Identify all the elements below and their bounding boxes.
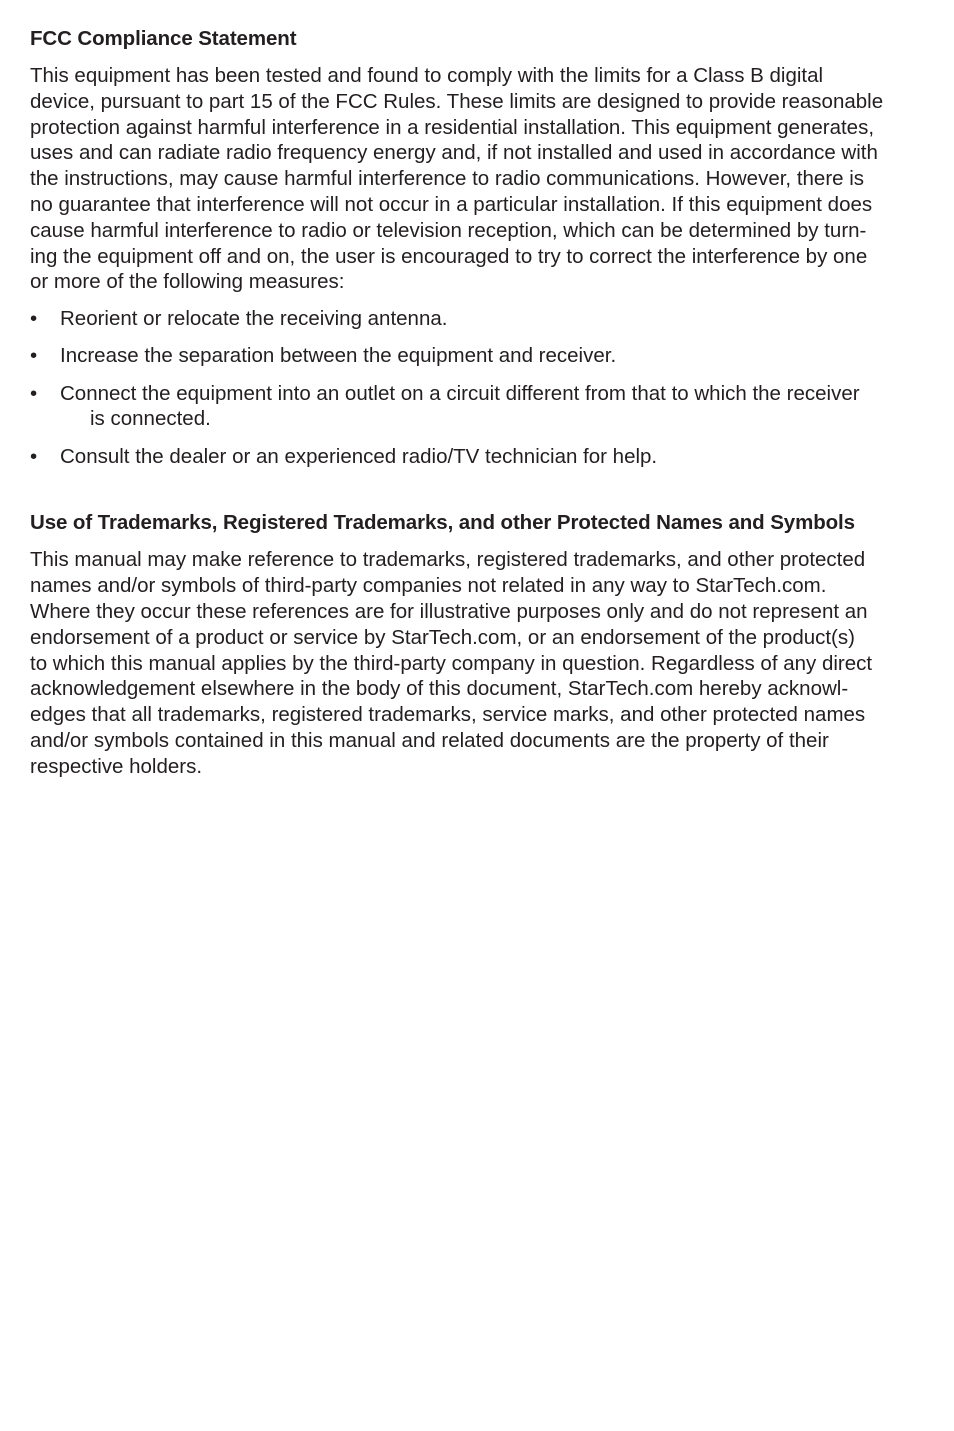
fcc-paragraph-line: ing the equipment off and on, the user is encouraged to try to correct the interference by one <box>30 244 868 268</box>
fcc-paragraph <box>30 63 930 295</box>
fcc-section <box>30 26 930 469</box>
fcc-paragraph-line: This equipment has been tested and found to comply with the limits for a Class B digital <box>30 64 824 87</box>
fcc-paragraph-line: device, pursuant to part 15 of the FCC Rules. These limits are designed to provide reasonable <box>30 89 884 113</box>
list-item <box>30 306 930 332</box>
trademarks-paragraph-line: This manual may make reference to trademarks, registered trademarks, and other protected <box>30 548 866 572</box>
fcc-paragraph-line: no guarantee that interference will not occur in a particular installation. If this equipment does <box>30 192 873 216</box>
list-item <box>30 381 930 433</box>
list-item-text: Consult the dealer or an experienced radio/TV technician for help. <box>60 444 658 468</box>
bullet-icon: • <box>30 344 38 368</box>
trademarks-paragraph-line: and/or symbols contained in this manual and related documents are the property of their <box>30 728 829 752</box>
trademarks-paragraph-line: names and/or symbols of third-party companies not related in any way to StarTech.com. <box>30 574 827 598</box>
trademarks-paragraph-line: Where they occur these references are for illustrative purposes only and do not represent an <box>30 599 868 623</box>
trademarks-paragraph-line: respective holders. <box>30 754 203 778</box>
trademarks-paragraph-line: acknowledgement elsewhere in the body of this document, StarTech.com hereby acknowl- <box>30 677 849 701</box>
bullet-icon: • <box>30 381 38 405</box>
fcc-paragraph-line: or more of the following measures: <box>30 270 345 294</box>
trademarks-section <box>30 510 930 779</box>
trademarks-heading: Use of Trademarks, Registered Trademarks, and other Protected Names and Symbols <box>30 511 855 535</box>
fcc-paragraph-line: cause harmful interference to radio or television reception, which can be determined by turn- <box>30 218 867 242</box>
trademarks-paragraph-line: edges that all trademarks, registered trademarks, service marks, and other protected names <box>30 703 866 727</box>
list-item-text-continuation: is connected. <box>90 407 211 431</box>
bullet-icon: • <box>30 307 38 331</box>
fcc-paragraph-line: the instructions, may cause harmful interference to radio communications. However, there is <box>30 167 865 191</box>
trademarks-paragraph-line: to which this manual applies by the third-party company in question. Regardless of any direct <box>30 651 873 675</box>
fcc-paragraph-line: protection against harmful interference in a residential installation. This equipment generates, <box>30 115 875 139</box>
list-item <box>30 444 930 470</box>
fcc-paragraph-line: uses and can radiate radio frequency energy and, if not installed and used in accordance with <box>30 141 878 165</box>
list-item-text: Reorient or relocate the receiving antenna. <box>60 307 448 331</box>
list-item <box>30 343 930 369</box>
list-item-text: Connect the equipment into an outlet on a circuit different from that to which the receiver <box>60 381 860 405</box>
trademarks-paragraph <box>30 547 930 779</box>
bullet-icon: • <box>30 444 38 468</box>
fcc-heading: FCC Compliance Statement <box>30 27 297 50</box>
trademarks-paragraph-line: endorsement of a product or service by StarTech.com, or an endorsement of the product(s) <box>30 625 855 649</box>
list-item-text: Increase the separation between the equipment and receiver. <box>60 344 617 368</box>
document-page <box>30 26 930 780</box>
fcc-measures-list <box>30 306 930 469</box>
